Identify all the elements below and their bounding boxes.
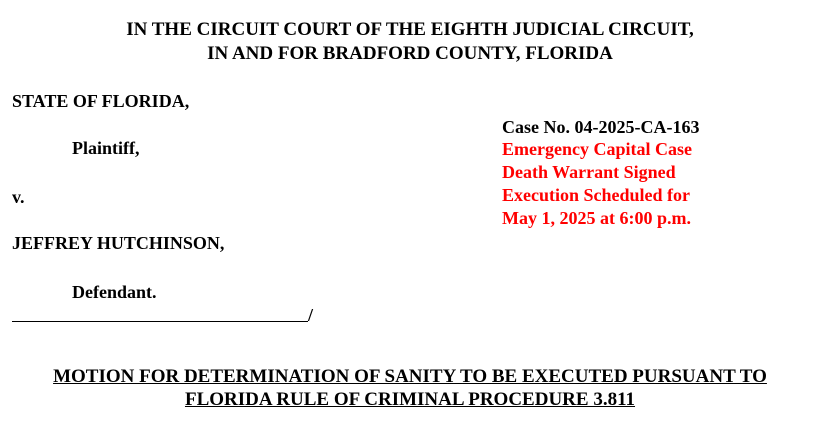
plaintiff-role: Plaintiff, (72, 138, 140, 158)
court-heading-line2: IN AND FOR BRADFORD COUNTY, FLORIDA (207, 43, 613, 64)
notice-execution-date: May 1, 2025 at 6:00 p.m. (502, 208, 691, 228)
notice-execution-scheduled: Execution Scheduled for (502, 185, 691, 205)
defendant-role: Defendant. (72, 282, 157, 302)
notice-emergency-capital-case: Emergency Capital Case (502, 139, 692, 159)
plaintiff-name: STATE OF FLORIDA, (12, 91, 190, 111)
notice-death-warrant-signed: Death Warrant Signed (502, 162, 676, 182)
versus: v. (12, 187, 25, 207)
motion-title-line1: MOTION FOR DETERMINATION OF SANITY TO BE EXECUTED PURSUANT TO (53, 366, 767, 387)
motion-title-line2: FLORIDA RULE OF CRIMINAL PROCEDURE 3.811 (184, 389, 636, 410)
defendant-name: JEFFREY HUTCHINSON, (12, 233, 225, 253)
case-number: Case No. 04-2025-CA-163 (502, 117, 700, 137)
caption-slash: / (308, 305, 314, 325)
caption-signature-line (12, 321, 308, 322)
court-heading-line1: IN THE CIRCUIT COURT OF THE EIGHTH JUDICIAL CIRCUIT, (126, 19, 694, 40)
